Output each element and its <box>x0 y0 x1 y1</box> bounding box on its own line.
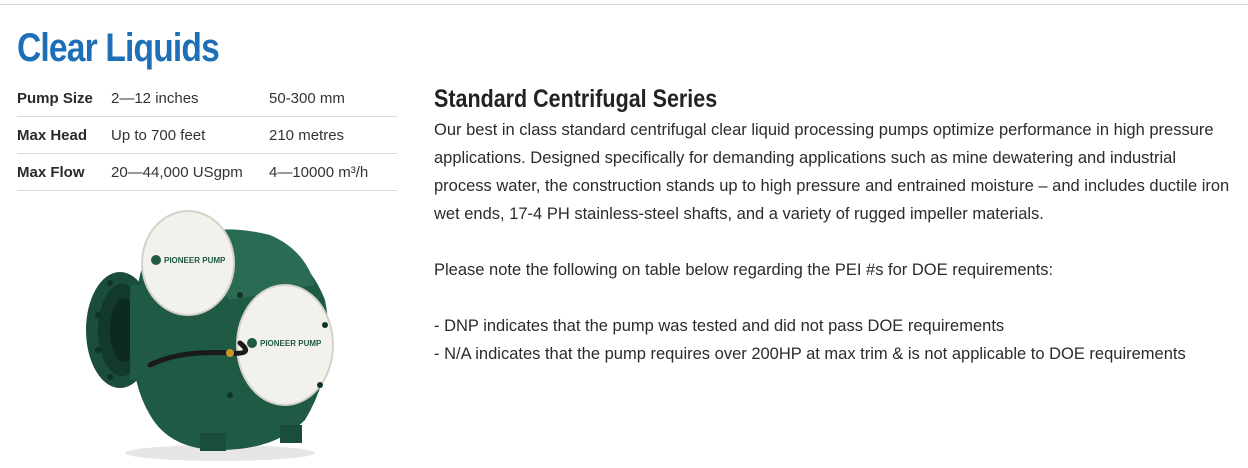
list-item: - DNP indicates that the pump was tested and did not pass DOE requirements <box>434 317 1005 335</box>
series-description <box>434 84 1234 368</box>
top-divider <box>0 4 1248 5</box>
series-heading: Standard Centrifugal Series <box>434 85 718 113</box>
spec-value-metric: 210 metres <box>269 117 397 154</box>
spec-value-imperial: 20—44,000 USgpm <box>111 154 269 191</box>
spec-label: Pump Size <box>17 80 111 117</box>
specs-table <box>17 80 397 191</box>
list-item: - N/A indicates that the pump requires over 200HP at max trim & is not applicable to DOE requirements <box>434 345 1186 363</box>
spec-row-max-head <box>17 117 397 154</box>
spec-value-metric: 50-300 mm <box>269 80 397 117</box>
brand-logo-upper: PIONEER PUMP <box>164 256 226 265</box>
spec-row-max-flow <box>17 154 397 191</box>
pump-illustration <box>80 205 340 463</box>
page-title: Clear Liquids <box>17 26 219 70</box>
doe-note: Please note the following on table below regarding the PEI #s for DOE requirements: <box>434 261 1054 279</box>
spec-value-imperial: 2—12 inches <box>111 80 269 117</box>
spec-value-imperial: Up to 700 feet <box>111 117 269 154</box>
spec-label: Max Flow <box>17 154 111 191</box>
brand-logo-lower: PIONEER PUMP <box>260 339 322 348</box>
spec-value-metric: 4—10000 m³/h <box>269 154 397 191</box>
series-description-text: Our best in class standard centrifugal clear liquid processing pumps optimize performance in high pressure applications. Designed specifically for demanding applications such as mine dewatering and industrial process water, the construction stands up to high pressure and entrained moisture – and includes ductile iron wet ends, 17-4 PH stainless-steel shafts, and a variety of rugged impeller materials. <box>434 121 1230 223</box>
spec-label: Max Head <box>17 117 111 154</box>
pump-product-image <box>80 205 340 463</box>
doe-notes-list <box>434 312 1234 368</box>
spec-row-pump-size <box>17 80 397 117</box>
